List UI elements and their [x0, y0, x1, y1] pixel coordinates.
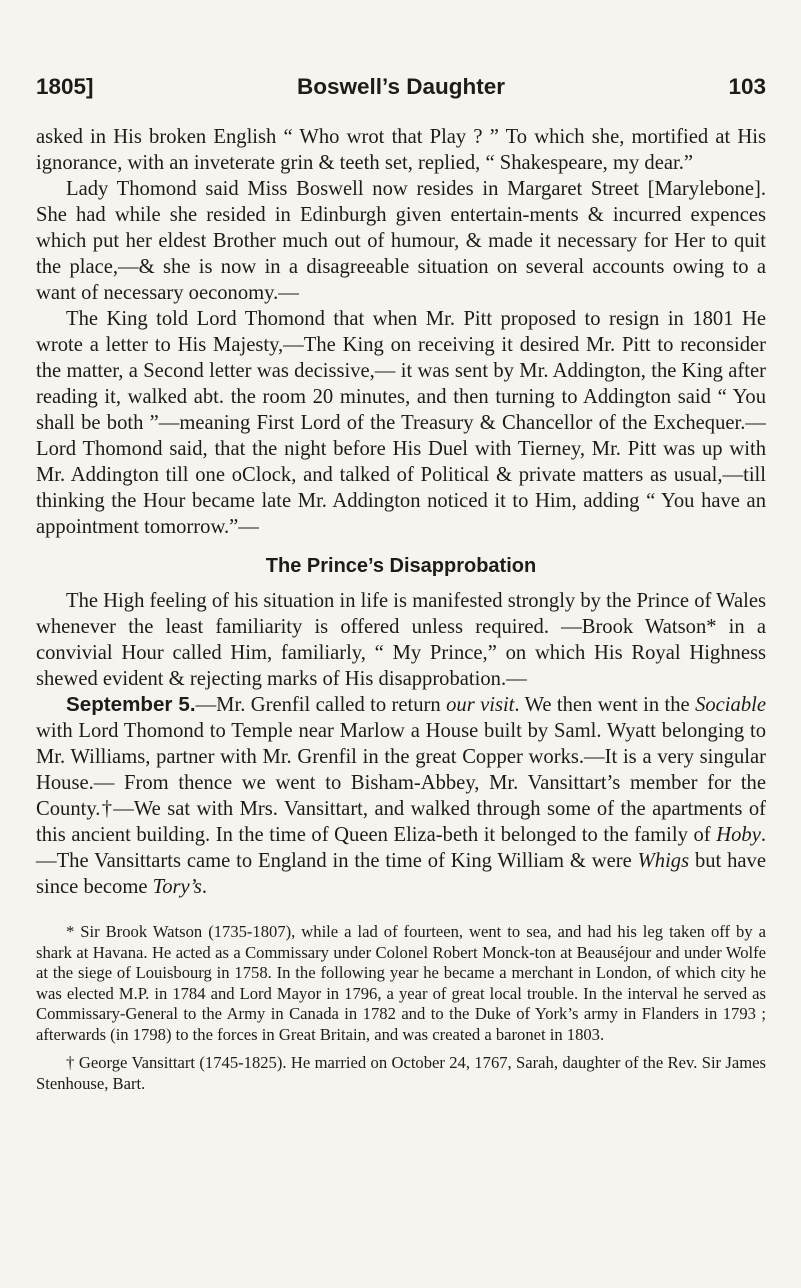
paragraph: The High feeling of his situation in life is manifested strongly by the Prince of Wales whenever the least familiarity is offered unless required. —Brook Watson* in a convivial Hour called Him, familiarly, “ My Prince,” on which His Royal Highness shewed evident & rejecting marks of His disapprobation.—: [36, 590, 766, 690]
entry-text: with Lord Thomond to Temple near Marlow a House built by Saml. Wyatt belonging to Mr. Williams, partner with Mr. Grenfil in the great Copper works.—It is a very singular House.— From thence we went to Bisham-Abbey, Mr. Vansittart’s member for the County.†—We sat with Mrs. Vansittart, and walked through some of the apartments of this ancient building. In the time of Queen Eliza-beth it belonged to the family of: [36, 720, 766, 846]
entry-text: . We then went in the: [514, 694, 696, 716]
running-head: [36, 74, 766, 110]
book-page: [36, 74, 766, 1094]
entry-text: .: [201, 876, 208, 898]
paragraph: The King told Lord Thomond that when Mr. Pitt proposed to resign in 1801 He wrote a letter to His Majesty,—The King on receiving it desired Mr. Pitt to reconsider the matter, a Second letter was decissive,— it was sent by Mr. Addington, the King after reading it, walked abt. the room 20 minutes, and then turning to Addington said “ You shall be both ”—meaning First Lord of the Treasury & Chancellor of the Exchequer.—Lord Thomond said, that the night before His Duel with Tierney, Mr. Pitt was up with Mr. Addington till one oClock, and talked of Political & private matters as usual,—till thinking the Hour became late Mr. Addington noticed it to Him, adding “ You have an appointment tomorrow.”—: [36, 308, 766, 538]
entry-italic: Whigs: [637, 850, 690, 872]
entry-date: September 5.: [66, 693, 196, 716]
entry-italic: our visit: [446, 694, 515, 716]
dated-entry: [36, 692, 766, 900]
footnote-vansittart: † George Vansittart (1745-1825). He married on October 24, 1767, Sarah, daughter of the Rev. Sir James Stenhouse, Bart.: [36, 1053, 766, 1093]
running-head-title: Boswell’s Daughter: [297, 74, 505, 99]
running-head-year: 1805]: [36, 74, 94, 99]
entry-italic: Hoby: [716, 824, 761, 846]
entry-italic: Tory’s: [152, 876, 202, 898]
entry-text: .—The Vansittarts came to England in the time of King William & were: [36, 824, 766, 872]
entry-text: —Mr. Grenfil called to return: [195, 694, 447, 716]
paragraph: Lady Thomond said Miss Boswell now resides in Margaret Street [Marylebone]. She had while she resided in Edinburgh given entertain-ments & incurred expences which put her eldest Brother much out of humour, & made it necessary for Her to quit the place,—& she is now in a disagreeable situation on several accounts owing to a want of necessary oeconomy.—: [36, 178, 766, 304]
page-number: 103: [728, 74, 766, 99]
entry-text: but have since become: [36, 850, 766, 898]
body-text: [36, 124, 766, 900]
paragraph: asked in His broken English “ Who wrot that Play ? ” To which she, mortified at His ignorance, with an inveterate grin & teeth set, replied, “ Shakespeare, my dear.”: [36, 126, 766, 174]
section-heading: The Prince’s Disapprobation: [265, 555, 537, 577]
footnote-watson: * Sir Brook Watson (1735-1807), while a lad of fourteen, went to sea, and had his leg taken off by a shark at Havana. He acted as a Commissary under Colonel Robert Monck-ton at Beauséjour and under Wolfe at the siege of Louisbourg in 1758. In the following year he became a merchant in London, of which city he was elected M.P. in 1784 and Lord Mayor in 1796, a year of great local trouble. In the interval he served as Commissary-General to the Army in Canada in 1782 and to the Duke of York’s army in Flanders in 1793 ; afterwards (in 1798) to the forces in Great Britain, and was created a baronet in 1803.: [36, 922, 766, 1044]
footnotes: [36, 922, 766, 1094]
entry-italic: Sociable: [695, 694, 766, 716]
